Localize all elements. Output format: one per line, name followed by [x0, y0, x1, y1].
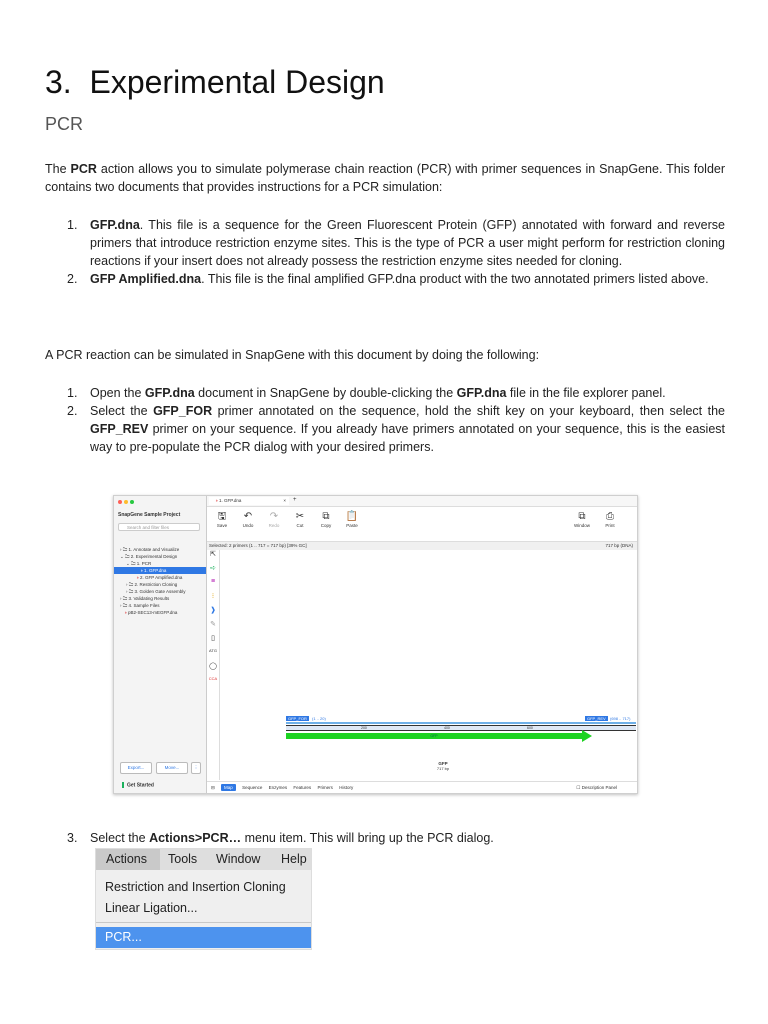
project-title: SnapGene Sample Project — [118, 512, 181, 518]
list-item: 2. Select the GFP_FOR primer annotated on the sequence, hold the shift key on your keyboard, then select the GFP_REV primer on your sequence. If you already have primers annotated on your sequence, this is the easiest way to pre-populate the PCR dialog with your desired primers. — [67, 404, 725, 454]
feature-arrow-icon — [582, 730, 592, 742]
tab-primers[interactable]: Primers — [317, 785, 333, 790]
redo-button[interactable]: ↷ Redo — [263, 511, 285, 528]
folder-item[interactable]: › 🗀 4. Sample Files — [120, 603, 160, 608]
folder-item[interactable]: › 🗀 2. Restriction Cloning — [126, 582, 178, 587]
list-item: 2. GFP Amplified.dna. This file is the final amplified GFP.dna product with the two annotated primers listed above. — [67, 272, 709, 286]
section-subtitle: PCR — [45, 114, 84, 134]
file-item-selected[interactable]: ◑ 1. GFP.dna — [114, 567, 206, 574]
minimize-dot[interactable] — [124, 500, 128, 504]
tab-gfp-dna[interactable]: ◑ 1. GFP.dna × — [209, 497, 289, 505]
menu-bar — [96, 849, 311, 870]
list-item: 3. Select the Actions>PCR… menu item. This will bring up the PCR dialog. — [67, 831, 494, 845]
window-button[interactable]: ⧉ Window — [571, 511, 593, 528]
print-button[interactable]: ⎙ Print — [599, 511, 621, 528]
procedure-paragraph: A PCR reaction can be simulated in SnapGene with this document by doing the following: — [45, 348, 540, 362]
map-title: GFP 717 bp — [436, 761, 450, 771]
gc-icon[interactable]: ATG — [209, 648, 217, 653]
file-sidebar — [114, 496, 207, 793]
window-controls — [118, 500, 136, 506]
tab-features[interactable]: Features — [293, 785, 312, 790]
close-tab-icon[interactable]: × — [283, 498, 286, 503]
feature-icon[interactable]: ➪ — [210, 565, 216, 572]
gfp-feature[interactable]: GFP — [286, 733, 582, 739]
file-item[interactable]: ◑ pB2-SEC13-mEGFP.dna — [124, 610, 178, 615]
folder-item[interactable]: › 🗀 3. Validating Results — [120, 596, 170, 601]
copy-icon: ⧉ — [322, 511, 330, 522]
new-tab-icon[interactable]: + — [293, 497, 297, 503]
redo-icon: ↷ — [269, 511, 279, 522]
view-tabs — [207, 781, 637, 793]
new-window-icon: ⧉ — [578, 511, 586, 522]
panel-toggle-icon[interactable]: ⊟ — [211, 785, 215, 790]
menu-item-linear-ligation[interactable]: Linear Ligation... — [105, 901, 198, 915]
steps-list-continued — [45, 829, 725, 847]
move-button[interactable]: Move... — [156, 762, 188, 774]
view-tools — [207, 550, 220, 780]
export-button[interactable]: Export... — [120, 762, 152, 774]
menu-item-pcr[interactable]: PCR... — [96, 927, 311, 948]
tab-sequence[interactable]: Sequence — [242, 785, 263, 790]
snapgene-logo-icon — [122, 782, 124, 788]
menu-window[interactable]: Window — [216, 852, 261, 866]
sequence-length: 717 bp (DNA) — [605, 543, 633, 548]
paste-button[interactable]: 📋 Paste — [341, 511, 363, 528]
more-button[interactable]: ⋮ — [191, 762, 201, 774]
steps-list — [45, 384, 725, 456]
orf-icon[interactable]: ⁝ — [211, 593, 215, 600]
undo-button[interactable]: ↶ Undo — [237, 511, 259, 528]
ruler-icon[interactable]: ▯ — [211, 635, 215, 642]
tab-history[interactable]: History — [339, 785, 354, 790]
circular-view-icon[interactable]: ◯ — [209, 663, 217, 670]
enzyme-icon[interactable]: ≡ — [210, 578, 216, 585]
description-panel-toggle[interactable]: ☐ Description Panel — [576, 785, 617, 790]
file-tree — [114, 546, 206, 616]
actions-menu-screenshot — [95, 848, 312, 950]
undo-icon: ↶ — [243, 511, 253, 522]
translation-icon[interactable]: CCA — [208, 676, 218, 681]
list-item: 1. Open the GFP.dna document in SnapGene by double-clicking the GFP.dna file in the file explorer panel. — [67, 386, 666, 400]
primer-track — [286, 722, 636, 724]
snapgene-screenshot — [113, 495, 638, 794]
selection-bar: Selected: 2 primers (1 .. 717 = 717 bp) [39% GC] 717 bp (DNA) — [207, 542, 637, 550]
copy-button[interactable]: ⧉ Copy — [315, 511, 337, 528]
folder-item[interactable]: › 🗀 3. Golden Gate Assembly — [126, 589, 186, 594]
zoom-dot[interactable] — [130, 500, 134, 504]
primer-for-label[interactable]: GFP_FOR — [288, 716, 307, 721]
close-dot[interactable] — [118, 500, 122, 504]
menu-actions[interactable]: Actions — [106, 852, 147, 866]
tab-map[interactable]: Map — [221, 784, 236, 791]
search-input[interactable]: Search and filter files — [118, 523, 200, 531]
toolbar — [207, 507, 637, 542]
paste-icon: 📋 — [345, 511, 359, 522]
cut-button[interactable]: ✂ Cut — [289, 511, 311, 528]
documents-list — [45, 216, 725, 288]
pen-icon[interactable]: ✎ — [210, 621, 216, 628]
tab-enzymes[interactable]: Enzymes — [268, 785, 288, 790]
printer-icon: ⎙ — [606, 511, 614, 522]
tab-bar — [207, 496, 637, 507]
sequence-map[interactable] — [220, 550, 637, 780]
save-icon: 🖫 — [217, 511, 227, 522]
primer-rev-label[interactable]: GFP_REV — [587, 716, 606, 721]
menu-tools[interactable]: Tools — [168, 852, 198, 866]
folder-item[interactable]: ⌄ 🗀 1. PCR — [126, 561, 152, 566]
primer-icon[interactable]: ❱ — [210, 607, 216, 614]
intro-paragraph: The PCR action allows you to simulate polymerase chain reaction (PCR) with primer sequences in SnapGene. This folder contains two documents that provides instructions for a PCR simulation: — [45, 162, 726, 194]
save-button[interactable]: 🖫 Save — [211, 511, 233, 528]
list-item: 1. GFP.dna. This file is a sequence for the Green Fluorescent Protein (GFP) annotated with forward and reverse primers that introduce restriction enzyme sites. This is the type of PCR a user might perform for restriction cloning reactions if your insert does not already possess the restriction enzyme sites needed for cloning. — [67, 218, 725, 268]
primer-for-range: (1 .. 20) — [312, 716, 326, 721]
menu-item-restriction-cloning[interactable]: Restriction and Insertion Cloning — [105, 880, 286, 894]
file-item[interactable]: ◑ 2. GFP Amplified.dna — [136, 575, 183, 580]
scissors-icon: ✂ — [295, 511, 305, 522]
folder-item[interactable]: ⌄ 🗀 2. Experimental Design — [120, 554, 178, 559]
menu-help[interactable]: Help — [281, 852, 307, 866]
dna-file-icon: ◑ — [215, 498, 218, 503]
section-heading: 3. Experimental Design — [45, 64, 385, 100]
folder-item[interactable]: › 🗀 1. Annotate and Visualize — [120, 547, 180, 552]
zoom-icon[interactable]: ⇱ — [210, 551, 216, 558]
menu-separator — [96, 922, 311, 923]
dna-backbone: 200 400 600 — [286, 725, 636, 731]
get-started-link[interactable]: Get Started — [122, 782, 154, 788]
primer-rev-range: (698 .. 717) — [610, 716, 631, 721]
